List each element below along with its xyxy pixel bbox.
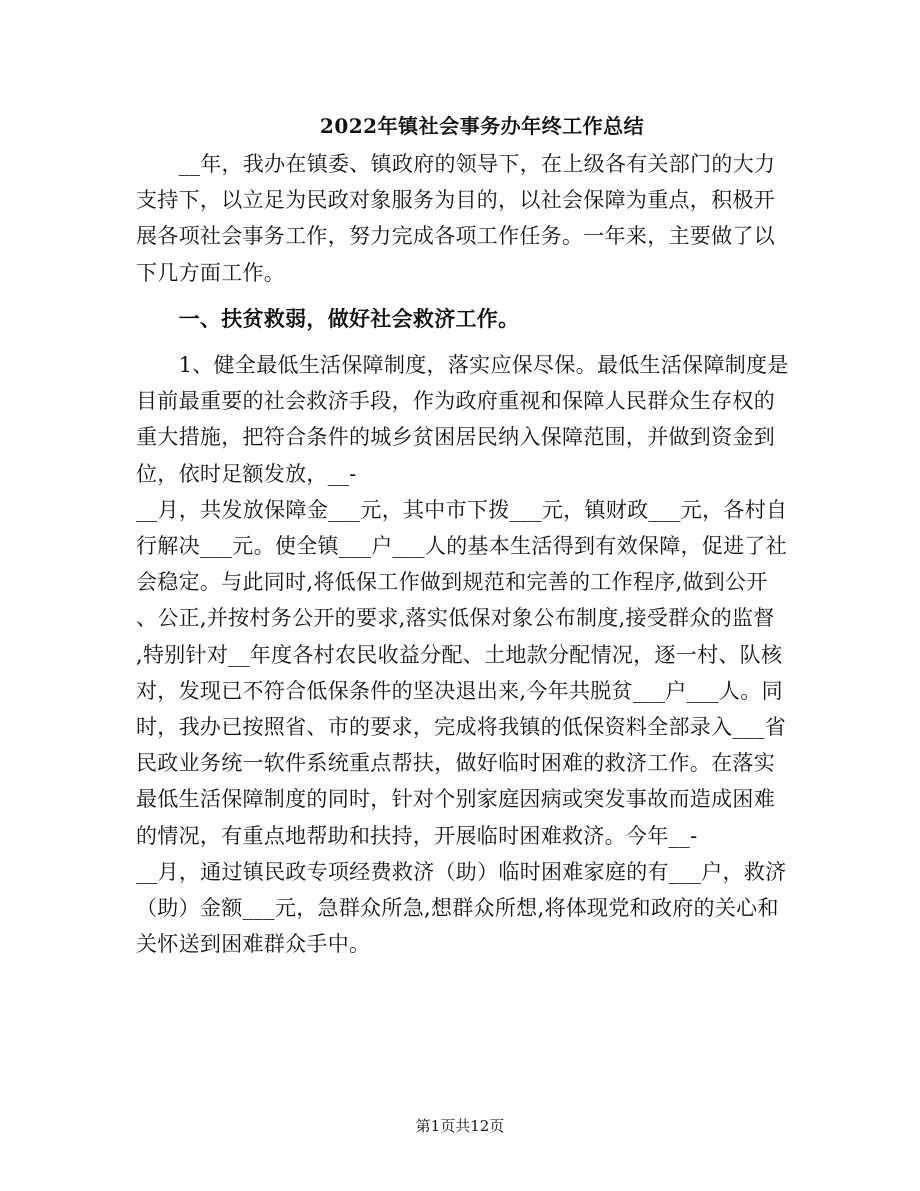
- paragraph-line: （助）金额___元，急群众所急,想群众所想,将体现党和政府的关心和: [136, 896, 779, 921]
- intro-line: __年，我办在镇委、镇政府的领导下，在上级各有关部门的大力: [136, 152, 776, 176]
- paragraph-line: 时，我办已按照省、市的要求，完成将我镇的低保资料全部录入___省: [136, 715, 787, 740]
- paragraph-gap: [136, 337, 786, 347]
- paragraph-gap: [136, 291, 786, 301]
- paragraph-line: 会稳定。与此同时,将低保工作做到规范和完善的工作程序,做到公开: [136, 570, 768, 595]
- paragraph-line: 民政业务统一软件系统重点帮扶，做好临时困难的救济工作。在落实: [136, 751, 775, 776]
- paragraph-line: 、公正,并按村务公开的要求,落实低保对象公布制度,接受群众的监督: [136, 606, 775, 631]
- paragraph-line: ,特别针对__年度各村农民收益分配、土地款分配情况，逐一村、队核: [136, 642, 783, 667]
- paragraph-line: 1、健全最低生活保障制度，落实应保尽保。最低生活保障制度是: [136, 353, 789, 378]
- page-number: 第1页共12页: [415, 1117, 505, 1135]
- intro-line: 支持下，以立足为民政对象服务为目的，以社会保障为重点，积极开: [136, 188, 775, 213]
- paragraph-line: __月，通过镇民政专项经费救济（助）临时困难家庭的有___户，救济: [136, 859, 787, 884]
- paragraph-line: 关怀送到困难群众手中。: [136, 932, 371, 957]
- paragraph-line: 目前最重要的社会救济手段，作为政府重视和保障人民群众生存权的: [136, 389, 775, 414]
- paragraph-line: __月，共发放保障金___元，其中市下拨___元，镇财政___元，各村自: [136, 497, 788, 522]
- paragraph-line: 对，发现已不符合低保条件的坚决退出来,今年共脱贫___户___人。同: [136, 678, 783, 703]
- paragraph-line: 位，依时足额发放，__-: [136, 461, 357, 486]
- document-body: [136, 146, 789, 962]
- paragraph-line: 行解决___元。使全镇___户___人的基本生活得到有效保障，促进了社: [136, 534, 787, 559]
- paragraph-line: 最低生活保障制度的同时，针对个别家庭因病或突发事故而造成困难: [136, 787, 775, 812]
- paragraph-line: 重大措施，把符合条件的城乡贫困居民纳入保障范围，并做到资金到: [136, 425, 775, 450]
- intro-line: 展各项社会事务工作，努力完成各项工作任务。一年来，主要做了以: [136, 224, 775, 249]
- intro-line: 下几方面工作。: [136, 260, 286, 285]
- section-heading: 一、扶贫救弱，做好社会救济工作。: [136, 305, 520, 331]
- paragraph-line: 的情况，有重点地帮助和扶持，开展临时困难救济。今年__-: [136, 823, 698, 848]
- document-title: 2022年镇社会事务办年终工作总结: [319, 114, 645, 138]
